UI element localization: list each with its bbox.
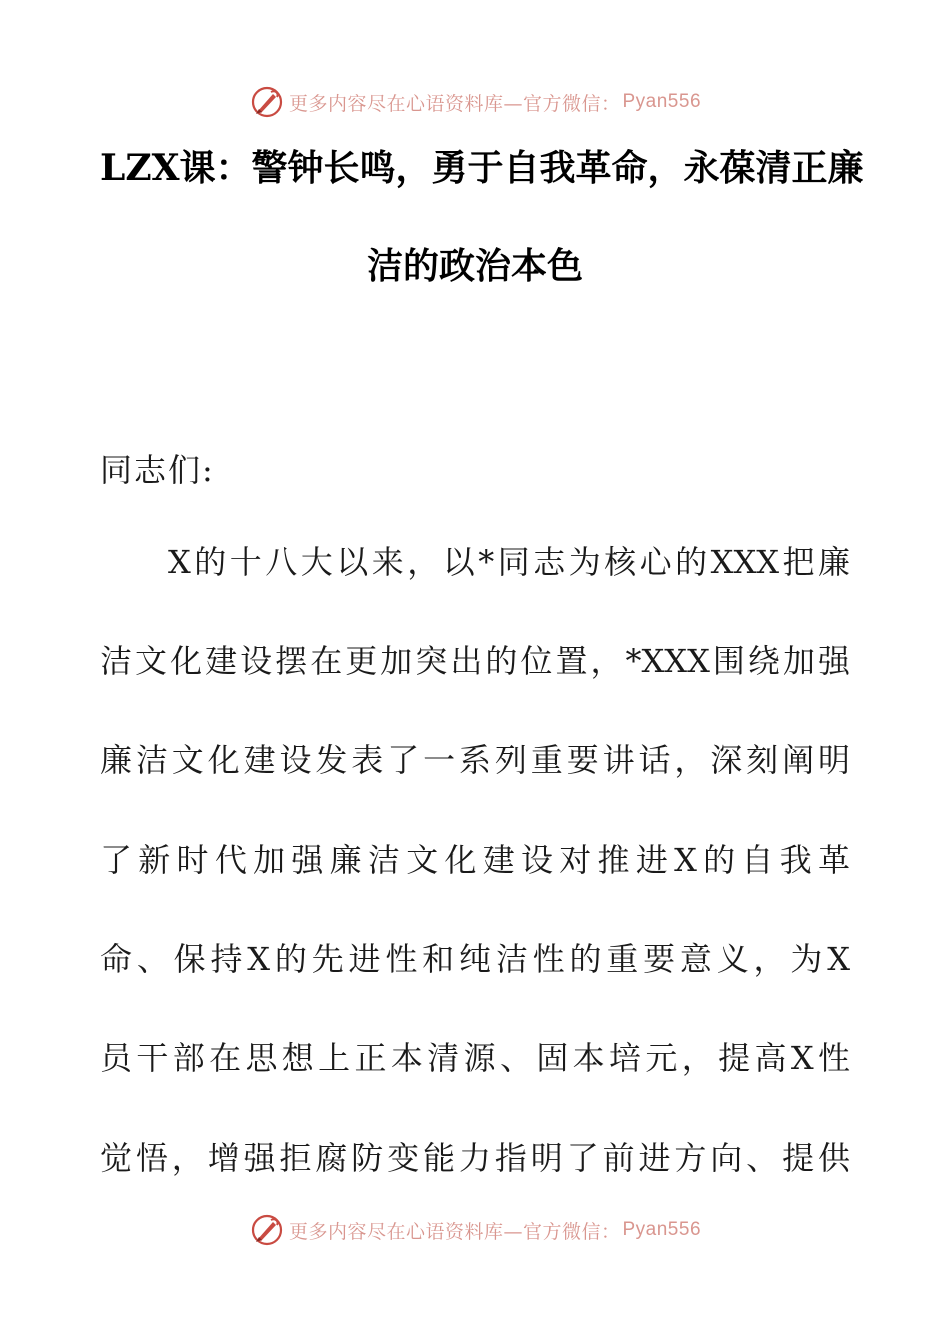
paragraph-line: 觉悟，增强拒腐防变能力指明了前进方向、提供 — [100, 1139, 850, 1177]
salutation: 同志们: — [100, 451, 215, 489]
watermark-wechat-id: Pyan556 — [622, 1219, 702, 1240]
paragraph-line: X的十八大以来，以*同志为核心的XXX把廉 — [168, 543, 850, 581]
footer-watermark — [0, 1210, 950, 1250]
pen-logo-icon — [249, 84, 285, 120]
watermark-text: 更多内容尽在心语资料库—官方微信： — [288, 1220, 621, 1243]
paragraph-line: 廉洁文化建设发表了一系列重要讲话，深刻阐明 — [100, 741, 850, 779]
watermark-text: 更多内容尽在心语资料库—官方微信： — [288, 92, 621, 115]
header-watermark — [0, 82, 950, 122]
paragraph-line: 命、保持X的先进性和纯洁性的重要意义，为X — [100, 940, 850, 978]
document-title-line-1: LZX课：警钟长鸣，勇于自我革命，永葆清正廉 — [100, 147, 864, 189]
document-title-line-2: 洁的政治本色 — [366, 245, 583, 287]
watermark-wechat-id: Pyan556 — [622, 91, 702, 112]
paragraph-line: 了新时代加强廉洁文化建设对推进X的自我革 — [100, 841, 850, 879]
paragraph-line: 洁文化建设摆在更加突出的位置，*XXX围绕加强 — [100, 642, 850, 680]
paragraph-line: 员干部在思想上正本清源、固本培元，提高X性 — [100, 1039, 850, 1077]
pen-logo-icon — [249, 1212, 285, 1248]
